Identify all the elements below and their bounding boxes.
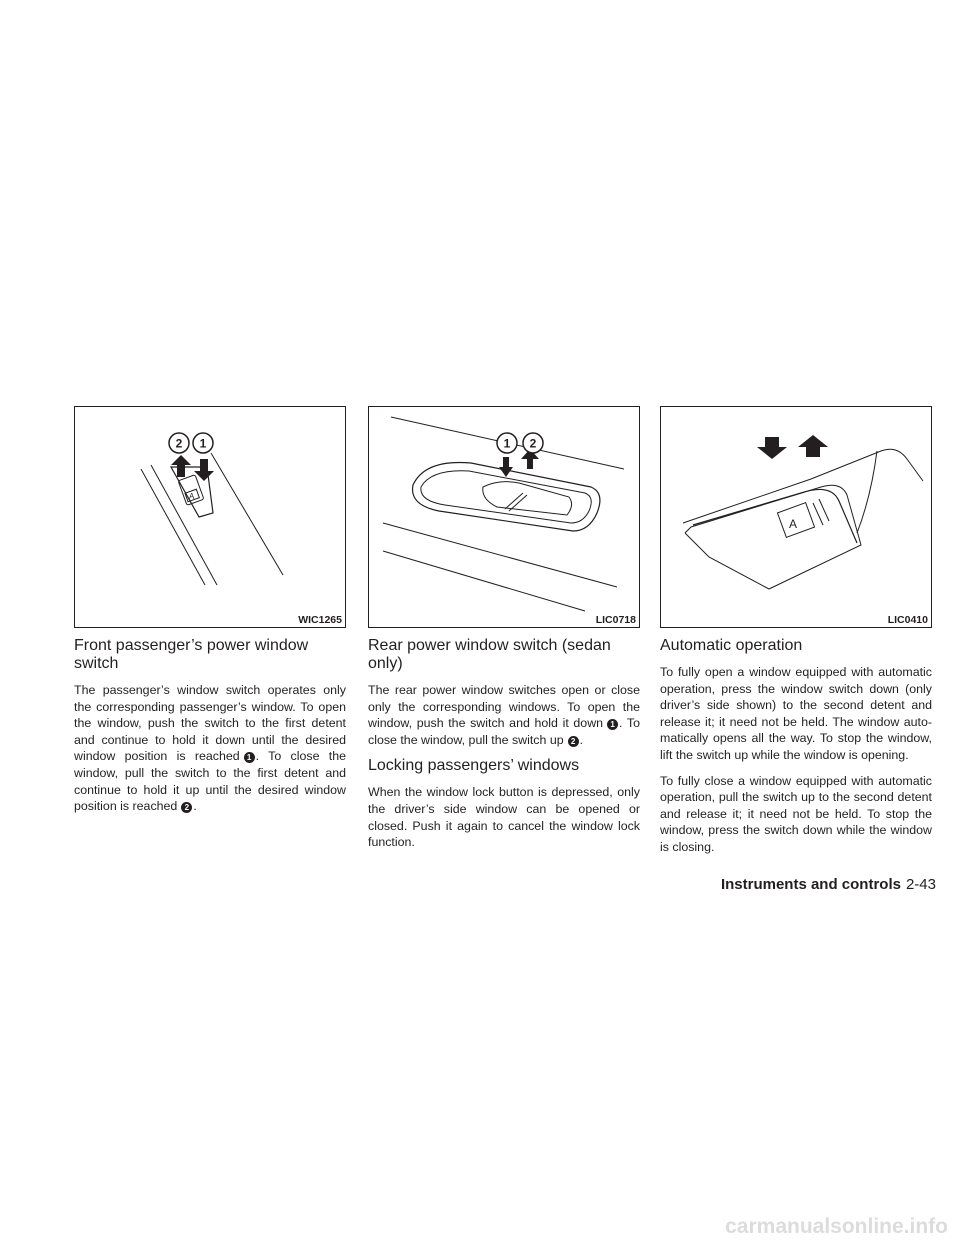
- text-run: . To close the window, pull the switch to the first detent and continue to hold it up until the desired window position is reached: [74, 749, 346, 814]
- column-rear-window: [368, 406, 640, 860]
- column-automatic-operation: [660, 406, 932, 865]
- callout-number-2: 2: [568, 736, 579, 747]
- callout-number-1: 1: [607, 719, 618, 730]
- callout-2-label: 2: [175, 436, 183, 451]
- page-footer: [700, 876, 936, 894]
- section-heading: Rear power window switch (sedan only): [368, 637, 611, 672]
- section-heading: Locking passengers’ windows: [368, 757, 580, 775]
- callout-number-1: 1: [244, 752, 255, 763]
- figure-front-passenger-switch: [74, 406, 346, 628]
- figure-rear-switch: [368, 406, 640, 628]
- column-front-passenger: [74, 406, 346, 824]
- text-run: The rear power window switches open or close only the corresponding windows. To open the window, push the switch and hold it down: [368, 683, 640, 731]
- figure-code: LIC0718: [595, 614, 636, 626]
- text-run: .: [579, 732, 584, 747]
- paragraph: When the window lock button is depressed, only the driver’s side window can be opened or closed. Push it again to cancel the window lock function.: [368, 785, 640, 850]
- figure-code: WIC1265: [298, 614, 342, 626]
- footer-section-title: Instruments and controls: [720, 876, 901, 893]
- text-run: The passenger’s window switch operates only the corresponding passenger’s window. To open the window, push the switch to the first detent and continue to hold it down until the desired window position is reached: [74, 683, 346, 764]
- svg-text:A: A: [789, 517, 798, 531]
- rear-switch-illustration: [369, 407, 639, 627]
- figure-code: LIC0410: [887, 614, 928, 626]
- svg-text:A: A: [189, 492, 195, 501]
- paragraph: [368, 682, 640, 748]
- section-heading: Front passenger’s power window switch: [74, 637, 309, 672]
- paragraph: To fully open a window equipped with automatic operation, press the window switch down (only driver’s side shown) to the second detent and release it; it need not be held. The window auto-matically opens all the way. To stop the window, lift the switch up while the window is opening.: [660, 665, 932, 762]
- front-switch-illustration: [75, 407, 345, 627]
- auto-switch-illustration: [661, 407, 931, 627]
- callout-2-label: 2: [529, 436, 537, 451]
- paragraph: [74, 682, 346, 815]
- figure-automatic-switch: [660, 406, 932, 628]
- watermark: carmanualsonline.info: [725, 1215, 948, 1238]
- callout-1-label: 1: [199, 436, 207, 451]
- text-run: . To close the window, pull the switch up: [368, 716, 640, 747]
- section-heading: Automatic operation: [660, 637, 803, 654]
- callout-1-label: 1: [503, 436, 511, 451]
- text-run: .: [193, 799, 197, 814]
- callout-number-2: 2: [181, 802, 192, 813]
- paragraph: To fully close a window equipped with automatic operation, pull the switch up to the second detent and release it; it need not be held. To stop the window, press the switch down while the window is closing.: [660, 773, 932, 854]
- page-number: 2-43: [905, 876, 936, 893]
